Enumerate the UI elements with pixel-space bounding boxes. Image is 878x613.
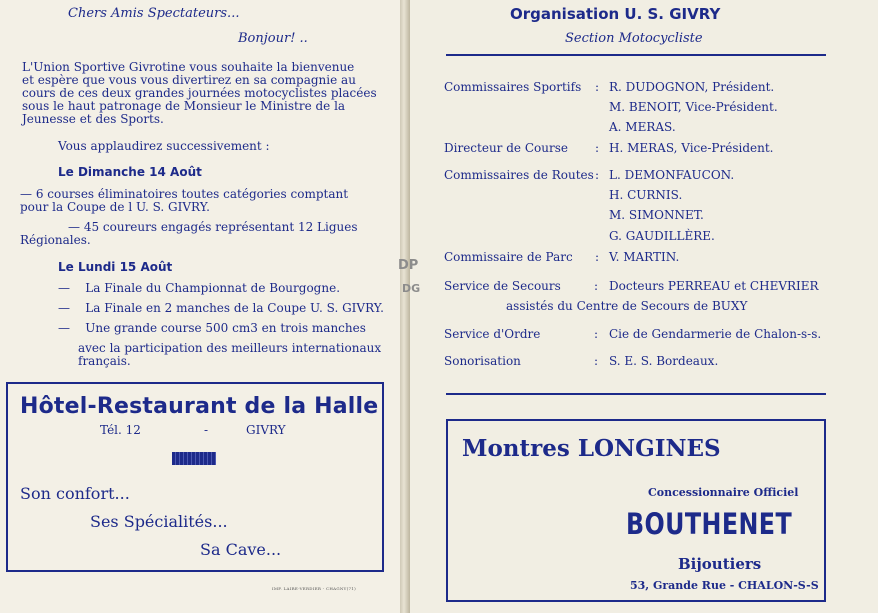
value: H. CURNIS. (609, 188, 683, 202)
colon: : (595, 141, 600, 155)
longines-address: 53, Grande Rue - CHALON-S-S (630, 579, 819, 592)
longines-ad (446, 419, 826, 602)
value: L. DEMONFAUCON. (609, 168, 735, 182)
intro-line-3: cours de ces deux grandes journées motocyclistes placées (22, 86, 377, 100)
value: Docteurs PERREAU et CHEVRIER (609, 279, 819, 293)
colon: : (594, 279, 599, 293)
day1-title: Le Dimanche 14 Août (58, 165, 202, 179)
right-page (410, 0, 878, 613)
hotel-line-1: Son confort... (20, 484, 130, 503)
day2-cont-1: avec la participation des meilleurs internationaux (78, 341, 382, 355)
value: M. BENOIT, Vice-Président. (609, 100, 778, 114)
day2-item-2: — La Finale en 2 manches de la Coupe U. S. GIVRY. (58, 301, 384, 315)
value: S. E. S. Bordeaux. (609, 354, 719, 368)
longines-concession: Concessionnaire Officiel (648, 486, 799, 499)
page-fold (400, 0, 410, 613)
applaud-text: Vous applaudirez successivement : (58, 139, 270, 153)
longines-name: BOUTHENET (626, 507, 793, 541)
colon: : (594, 327, 599, 341)
value: H. MERAS, Vice-Président. (609, 141, 774, 155)
day2-cont-2: français. (78, 354, 131, 368)
watermark-logo-bottom: DG (402, 282, 421, 295)
hotel-ad (6, 382, 384, 572)
left-page (0, 0, 400, 613)
value: G. GAUDILLÈRE. (609, 229, 715, 243)
hotel-emblem (172, 452, 216, 465)
day1-line-3: — 45 coureurs engagés représentant 12 Ligues (68, 220, 358, 234)
colon: : (595, 168, 600, 182)
org-title: Organisation U. S. GIVRY (510, 5, 721, 23)
value: M. SIMONNET. (609, 208, 704, 222)
value: R. DUDOGNON, Président. (609, 80, 775, 94)
org-subtitle: Section Motocycliste (565, 31, 703, 46)
hotel-tel: Tél. 12 (100, 423, 141, 437)
intro-line-4: sous le haut patronage de Monsieur le Ministre de la (22, 99, 346, 113)
label-service-secours: Service de Secours (444, 279, 561, 293)
greeting: Chers Amis Spectateurs... (68, 6, 240, 21)
colon: : (595, 250, 600, 264)
value: A. MERAS. (609, 120, 676, 134)
colon: : (595, 80, 600, 94)
day2-item-3: — Une grande course 500 cm3 en trois manches (58, 321, 366, 335)
hotel-name: Hôtel-Restaurant de la Halle (20, 394, 379, 419)
hotel-line-3: Sa Cave... (200, 540, 282, 559)
hotel-town: GIVRY (246, 423, 286, 437)
label-commissaires-routes: Commissaires de Routes (444, 168, 594, 182)
colon: : (594, 354, 599, 368)
intro-line-1: L'Union Sportive Givrotine vous souhaite la bienvenue (22, 60, 355, 74)
day1-line-2: pour la Coupe de l U. S. GIVRY. (20, 200, 210, 214)
hotel-line-2: Ses Spécialités... (90, 512, 228, 531)
day2-item-1: — La Finale du Championnat de Bourgogne. (58, 281, 341, 295)
hotel-separator: - (204, 423, 209, 437)
header-rule (446, 54, 826, 56)
secours-extra: assistés du Centre de Secours de BUXY (506, 299, 748, 313)
day2-title: Le Lundi 15 Août (58, 260, 173, 274)
intro-line-5: Jeunesse et des Sports. (22, 112, 164, 126)
longines-trade: Bijoutiers (678, 555, 762, 573)
label-directeur-course: Directeur de Course (444, 141, 568, 155)
label-commissaires-sportifs: Commissaires Sportifs (444, 80, 582, 94)
longines-brand: Montres LONGINES (462, 435, 721, 462)
label-commissaire-parc: Commissaire de Parc (444, 250, 573, 264)
label-sonorisation: Sonorisation (444, 354, 521, 368)
watermark-logo-top: DP (398, 258, 419, 273)
bonjour: Bonjour! .. (238, 31, 308, 46)
day1-line-1: — 6 courses éliminatoires toutes catégories comptant (20, 187, 349, 201)
value: Cie de Gendarmerie de Chalon-s-s. (609, 327, 822, 341)
day1-line-4: Régionales. (20, 233, 91, 247)
intro-line-2: et espère que vous vous divertirez en sa compagnie au (22, 73, 356, 87)
divider-rule (446, 393, 826, 395)
label-service-ordre: Service d'Ordre (444, 327, 541, 341)
printer-credit: IMP. LAIRE-VERDIER - CHAGNY(71) (272, 586, 357, 591)
value: V. MARTIN. (609, 250, 680, 264)
